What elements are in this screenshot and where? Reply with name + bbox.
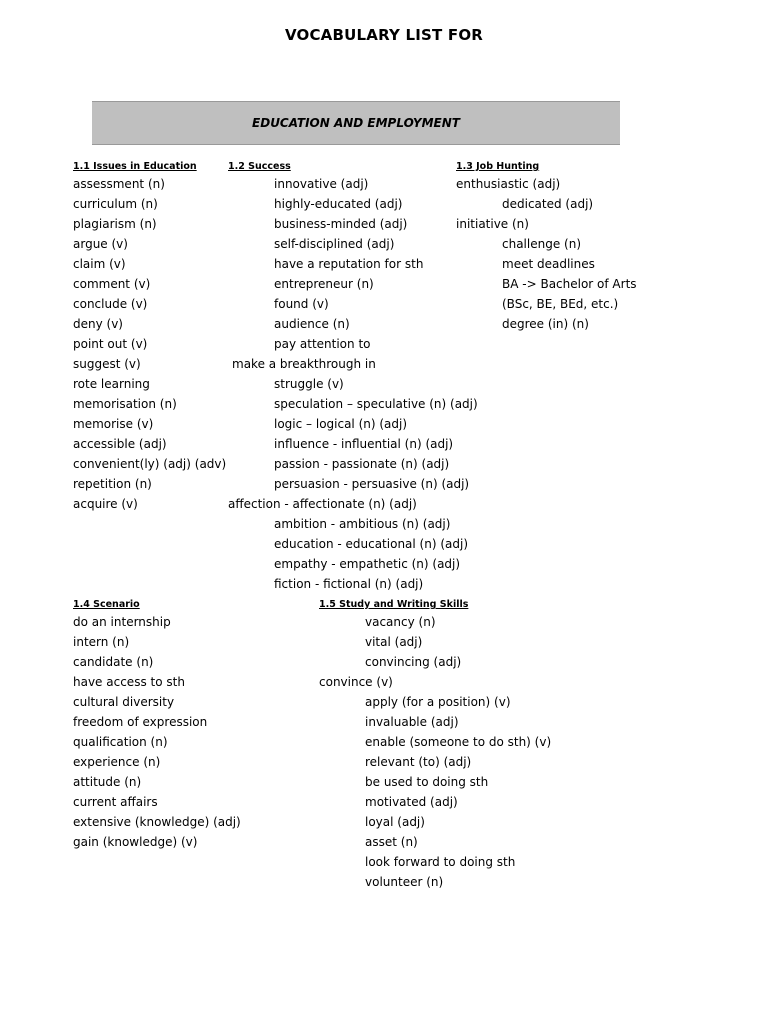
vocab-item: make a breakthrough in [232,357,376,371]
vocab-item: enable (someone to do sth) (v) [365,735,552,749]
section-scenario [73,598,241,852]
section-issues-in-education [73,160,226,514]
section-heading: 1.4 Scenario [73,599,140,610]
vocab-item: fiction - fictional (n) (adj) [274,577,424,591]
vocab-item: point out (v) [73,337,148,351]
section-study-and-writing-skills [319,598,551,892]
vocab-item: be used to doing sth [365,775,489,789]
vocab-item: convenient(ly) (adj) (adv) [73,457,227,471]
vocab-item: current affairs [73,795,158,809]
vocab-item: have a reputation for sth [274,257,424,271]
banner-title: EDUCATION AND EMPLOYMENT [252,116,460,130]
vocab-item: persuasion - persuasive (n) (adj) [274,477,470,491]
vocab-item: curriculum (n) [73,197,158,211]
vocab-item: logic – logical (n) (adj) [274,417,408,431]
vocab-item: influence - influential (n) (adj) [274,437,454,451]
vocab-item: speculation – speculative (n) (adj) [274,397,478,411]
vocab-item: candidate (n) [73,655,154,669]
vocab-item: found (v) [274,297,329,311]
vocab-item: memorise (v) [73,417,154,431]
vocab-item: qualification (n) [73,735,168,749]
vocab-item: entrepreneur (n) [274,277,374,291]
vocab-item: convincing (adj) [365,655,462,669]
vocab-item: apply (for a position) (v) [365,695,511,709]
vocab-item: degree (in) (n) [502,317,589,331]
vocab-item: initiative (n) [456,217,529,231]
vocab-item: struggle (v) [274,377,344,391]
vocab-item: dedicated (adj) [502,197,594,211]
vocab-item: education - educational (n) (adj) [274,537,468,551]
vocab-item: attitude (n) [73,775,142,789]
vocab-item: empathy - empathetic (n) (adj) [274,557,461,571]
section-success [228,160,478,594]
vocab-item: repetition (n) [73,477,152,491]
vocab-item: freedom of expression [73,715,208,729]
vocab-item: vacancy (n) [365,615,436,629]
vocab-item: extensive (knowledge) (adj) [73,815,241,829]
vocab-item: BA -> Bachelor of Arts [502,277,637,291]
vocab-item: have access to sth [73,675,185,689]
section-banner [92,101,620,145]
vocab-item: loyal (adj) [365,815,425,829]
page-title: VOCABULARY LIST FOR [284,26,484,44]
vocab-item: comment (v) [73,277,151,291]
vocab-item: ambition - ambitious (n) (adj) [274,517,451,531]
section-job-hunting [456,160,637,334]
vocab-item: look forward to doing sth [365,855,516,869]
vocab-item: highly-educated (adj) [274,197,403,211]
vocab-item: vital (adj) [365,635,423,649]
vocab-item: motivated (adj) [365,795,458,809]
vocab-item: intern (n) [73,635,130,649]
vocab-item: volunteer (n) [365,875,444,889]
vocab-item: passion - passionate (n) (adj) [274,457,450,471]
vocab-item: convince (v) [319,675,393,689]
vocab-item: assessment (n) [73,177,165,191]
vocab-item: pay attention to [274,337,371,351]
vocab-item: memorisation (n) [73,397,177,411]
vocab-item: do an internship [73,615,171,629]
vocab-item: deny (v) [73,317,123,331]
section-heading: 1.5 Study and Writing Skills [319,599,469,610]
vocab-item: plagiarism (n) [73,217,157,231]
vocab-item: rote learning [73,377,150,391]
vocab-item: business-minded (adj) [274,217,408,231]
vocab-item: gain (knowledge) (v) [73,835,198,849]
section-heading: 1.2 Success [228,161,291,172]
vocab-item: suggest (v) [73,357,141,371]
vocab-item: acquire (v) [73,497,138,511]
vocab-item: challenge (n) [502,237,581,251]
vocab-item: invaluable (adj) [365,715,459,729]
section-heading: 1.1 Issues in Education [73,161,197,172]
vocab-item: accessible (adj) [73,437,167,451]
vocab-item: claim (v) [73,257,126,271]
vocab-item: argue (v) [73,237,128,251]
vocab-item: enthusiastic (adj) [456,177,561,191]
vocab-item: affection - affectionate (n) (adj) [228,497,417,511]
vocab-item: meet deadlines [502,257,595,271]
vocab-item: audience (n) [274,317,350,331]
vocab-item: cultural diversity [73,695,175,709]
vocab-item: self-disciplined (adj) [274,237,395,251]
vocab-item: (BSc, BE, BEd, etc.) [502,297,619,311]
vocab-item: innovative (adj) [274,177,369,191]
section-heading: 1.3 Job Hunting [456,161,540,172]
vocab-item: conclude (v) [73,297,148,311]
vocab-item: experience (n) [73,755,161,769]
vocab-item: asset (n) [365,835,418,849]
vocab-item: relevant (to) (adj) [365,755,472,769]
